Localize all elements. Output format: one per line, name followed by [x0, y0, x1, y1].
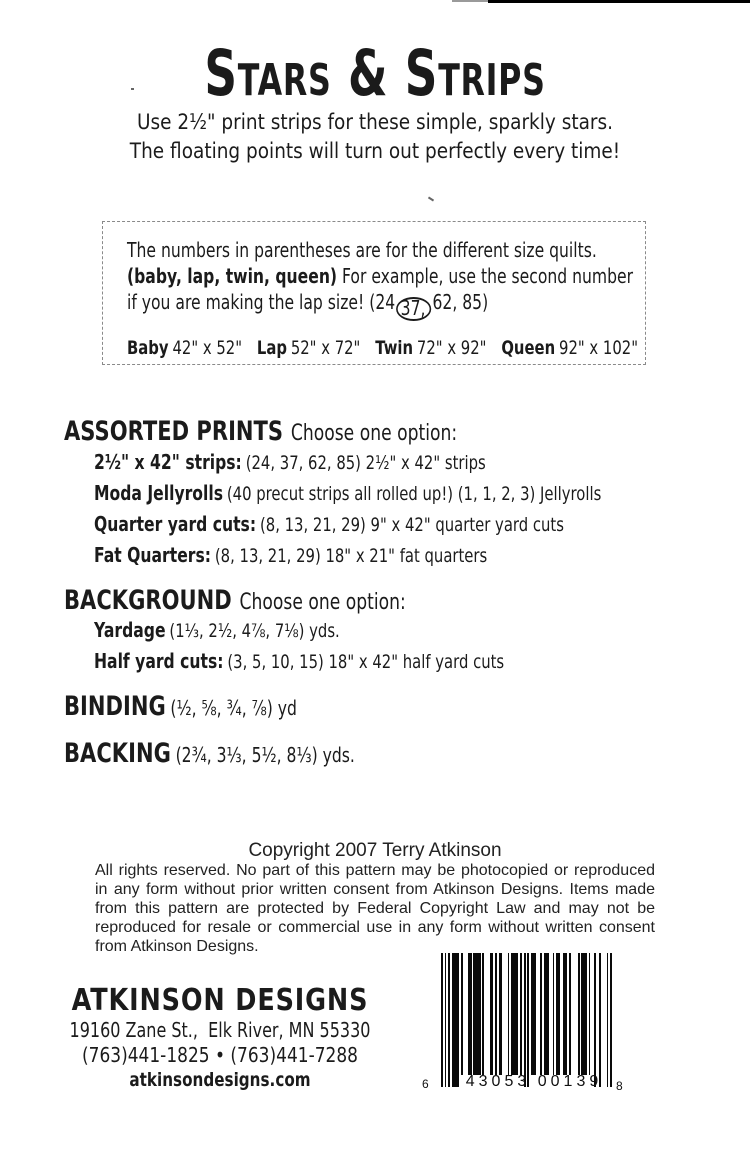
barcode-bar: [511, 953, 518, 1075]
barcode-right-digit: 8: [616, 1079, 623, 1093]
assorted-item-jellyrolls: Moda Jellyrolls (40 precut strips all rolled up!) (1, 1, 2, 3) Jellyrolls: [94, 481, 602, 505]
upc-barcode: [420, 953, 632, 1098]
scan-artifact-line-faint: [452, 0, 488, 2]
barcode-bar: [448, 953, 450, 1087]
size-queen: Queen 92" x 102": [501, 337, 639, 359]
info-line-2-rest: For example, use the second number: [342, 264, 634, 288]
info-line-3: [127, 289, 531, 321]
scan-speck-2: [428, 197, 434, 202]
size-order-label: (baby, lap, twin, queen): [127, 264, 338, 288]
page-title: Stars & Strips: [204, 37, 546, 110]
company-phones: (763)441-1825 • (763)441-7288: [82, 1043, 358, 1067]
barcode-bar: [589, 953, 591, 1075]
company-website: atkinsondesigns.com: [129, 1069, 311, 1091]
info-line-3-prefix: if you are making the lap size! (24: [127, 290, 396, 314]
barcode-bar: [556, 953, 560, 1075]
barcode-bar: [563, 953, 567, 1075]
barcode-bar: [468, 953, 472, 1075]
barcode-group-1: 43053: [465, 1073, 531, 1090]
barcode-bar: [445, 953, 447, 1087]
binding-section: BINDING (½, ⅝, ¾, ⅞) yd: [64, 691, 297, 722]
copyright-title: Copyright 2007 Terry Atkinson: [248, 840, 502, 861]
barcode-bar: [610, 953, 612, 1087]
barcode-group-2: 00139: [537, 1073, 603, 1090]
barcode-bar: [569, 953, 571, 1075]
barcode-bar: [553, 953, 555, 1075]
barcode-bar: [607, 953, 609, 1087]
barcode-bar: [520, 953, 522, 1075]
barcode-bar: [581, 953, 586, 1075]
barcode-bar: [531, 953, 536, 1075]
barcode-bar: [524, 953, 526, 1087]
background-heading: BACKGROUND Choose one option:: [64, 585, 406, 616]
info-box: [102, 221, 646, 365]
barcode-bars: [441, 953, 612, 1087]
size-lap: Lap 52" x 72": [256, 337, 361, 359]
assorted-item-strips: 2½" x 42" strips: (24, 37, 62, 85) 2½" x 42" strips: [94, 450, 486, 474]
info-line-2: [127, 263, 634, 289]
barcode-bar: [508, 953, 510, 1075]
barcode-bar: [599, 953, 601, 1087]
barcode-bar: [578, 953, 580, 1075]
barcode-bar: [482, 953, 484, 1075]
barcode-bar: [495, 953, 497, 1075]
size-twin: Twin 72" x 92": [375, 337, 487, 359]
tagline-line1: Use 2½" print strips for these simple, sparkly stars.: [136, 110, 614, 134]
quilt-sizes-row: [127, 337, 639, 359]
scan-artifact-line: [488, 0, 750, 3]
company-address: 19160 Zane St., Elk River, MN 55330: [69, 1018, 371, 1042]
background-item-yardage: Yardage (1⅓, 2½, 4⅞, 7⅛) yds.: [94, 618, 340, 642]
barcode-bar: [461, 953, 463, 1075]
tagline-line2: The floating points will turn out perfectly every time!: [129, 139, 621, 163]
barcode-bar: [594, 953, 596, 1087]
barcode-bar: [490, 953, 494, 1075]
barcode-bar: [540, 953, 542, 1075]
barcode-bar: [527, 953, 529, 1087]
barcode-left-digit: 6: [422, 1077, 429, 1091]
size-baby: Baby 42" x 52": [127, 337, 243, 359]
assorted-prints-heading: ASSORTED PRINTS Choose one option:: [64, 416, 458, 447]
barcode-bar: [473, 953, 480, 1075]
info-line-1: The numbers in parentheses are for the different size quilts.: [127, 238, 597, 262]
barcode-bar: [499, 953, 503, 1075]
assorted-item-quarter-yard: Quarter yard cuts: (8, 13, 21, 29) 9" x 42" quarter yard cuts: [94, 512, 564, 536]
company-name: ATKINSON DESIGNS: [71, 983, 369, 1018]
barcode-bar: [452, 953, 459, 1087]
barcode-bar: [544, 953, 549, 1075]
barcode-bar: [441, 953, 443, 1087]
circled-example-number: 37,: [396, 297, 431, 321]
copyright-body: All rights reserved. No part of this pattern may be photocopied or reproduced in any form without prior written consent from Atkinson Designs. Items made from this pattern are protected by Federal Copyright Law and may not be reproduced for resale or commercial use in any form without written consent from Atkinson Designs.: [95, 862, 655, 955]
backing-section: BACKING (2¾, 3⅓, 5½, 8⅓) yds.: [64, 738, 355, 769]
assorted-item-fat-quarters: Fat Quarters: (8, 13, 21, 29) 18" x 21" fat quarters: [94, 543, 488, 567]
info-line-3-suffix: 62, 85): [432, 290, 489, 314]
background-item-half-yard: Half yard cuts: (3, 5, 10, 15) 18" x 42" half yard cuts: [94, 649, 505, 673]
